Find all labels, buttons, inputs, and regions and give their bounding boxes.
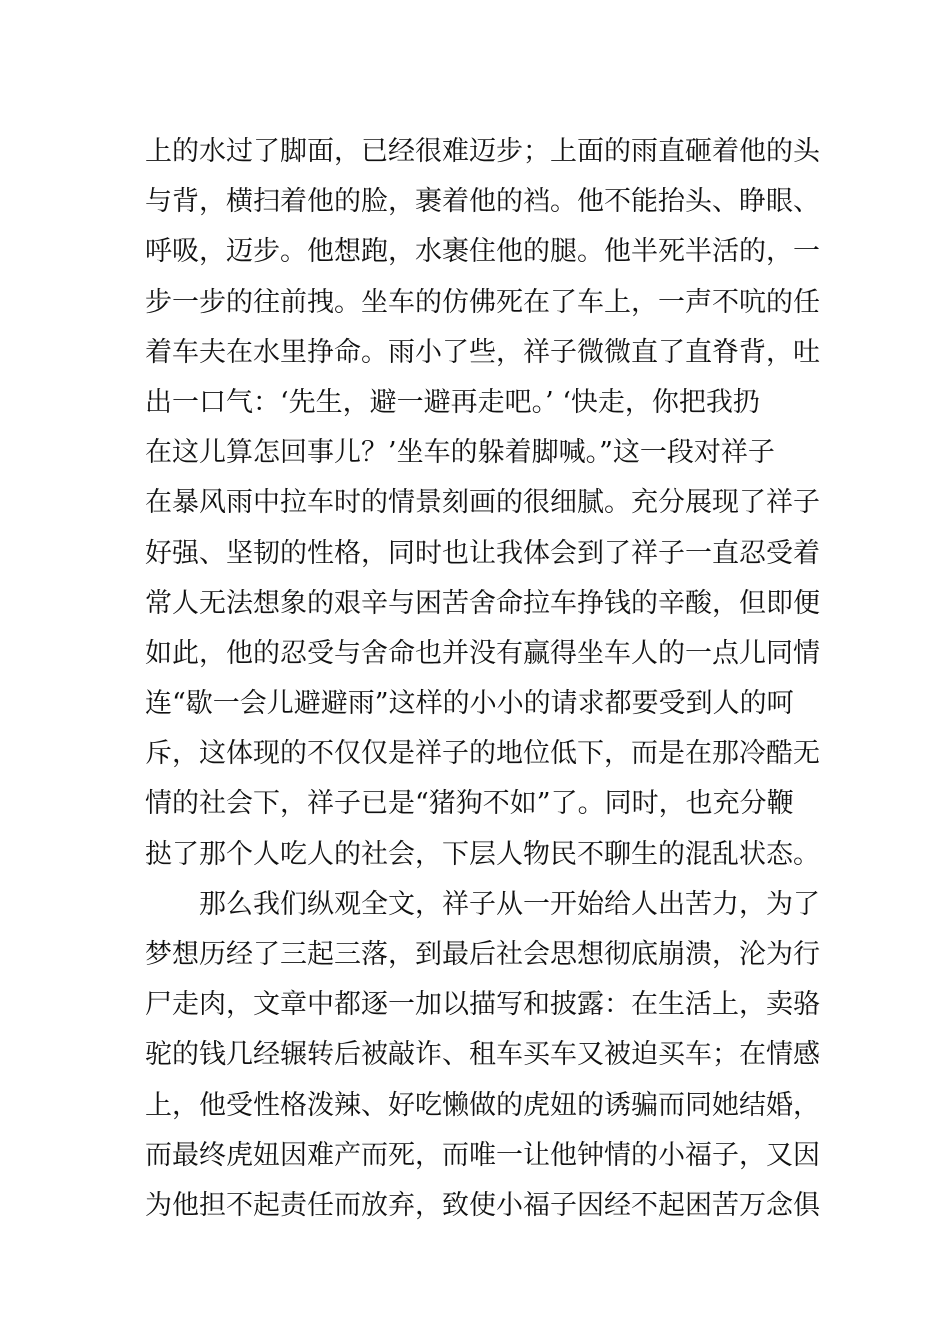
- text-line: 梦想历经了三起三落，到最后社会思想彻底崩溃，沦为行: [145, 939, 820, 970]
- text-line: 连“歇一会儿避避雨”这样的小小的请求都要受到人的呵: [145, 688, 794, 720]
- text-line: 与背，横扫着他的脸，裹着他的裆。他不能抬头、睁眼、: [145, 186, 820, 218]
- text-line: 尸走肉，文章中都逐一加以描写和披露：在生活上，卖骆: [145, 989, 820, 1021]
- text-line: 为他担不起责任而放弃，致使小福子因经不起困苦万念俱: [145, 1189, 820, 1221]
- text-line: 常人无法想象的艰辛与困苦舍命拉车挣钱的辛酸，但即便: [145, 587, 820, 619]
- text-line: 呼吸，迈步。他想跑，水裹住他的腿。他半死半活的，一: [145, 236, 820, 268]
- text-line: 出一口气：‘先生，避一避再走吧。’ ‘快走，你把我扔: [145, 386, 760, 418]
- paragraph-first-line: 那么我们纵观全文，祥子从一开始给人出苦力，为了: [199, 888, 820, 920]
- text-line: 步一步的往前拽。坐车的仿佛死在了车上，一声不吭的任: [145, 286, 820, 318]
- text-line: 如此，他的忍受与舍命也并没有赢得坐车人的一点儿同情: [145, 637, 820, 669]
- text-line: 情的社会下，祥子已是“猪狗不如”了。同时，也充分鞭: [145, 788, 794, 820]
- text-line: 上，他受性格泼辣、好吃懒做的虎妞的诱骗而同她结婚，: [145, 1089, 820, 1121]
- text-line: 着车夫在水里挣命。雨小了些，祥子微微直了直脊背，吐: [145, 336, 820, 368]
- text-line: 驼的钱几经辗转后被敲诈、租车买车又被迫买车；在情感: [145, 1039, 820, 1071]
- body-text: [145, 127, 820, 1231]
- text-line: 挞了那个人吃人的社会，下层人物民不聊生的混乱状态。: [145, 838, 820, 870]
- text-line: 斥，这体现的不仅仅是祥子的地位低下，而是在那冷酷无: [145, 738, 820, 770]
- text-line: 在这儿算怎回事儿？’坐车的躲着脚喊。”这一段对祥子: [145, 437, 775, 469]
- text-line: 而最终虎妞因难产而死，而唯一让他钟情的小福子，又因: [145, 1139, 820, 1171]
- text-line: 上的水过了脚面，已经很难迈步；上面的雨直砸着他的头: [145, 136, 820, 167]
- text-line: 在暴风雨中拉车时的情景刻画的很细腻。充分展现了祥子: [145, 487, 820, 519]
- text-line: 好强、坚韧的性格，同时也让我体会到了祥子一直忍受着: [145, 537, 820, 569]
